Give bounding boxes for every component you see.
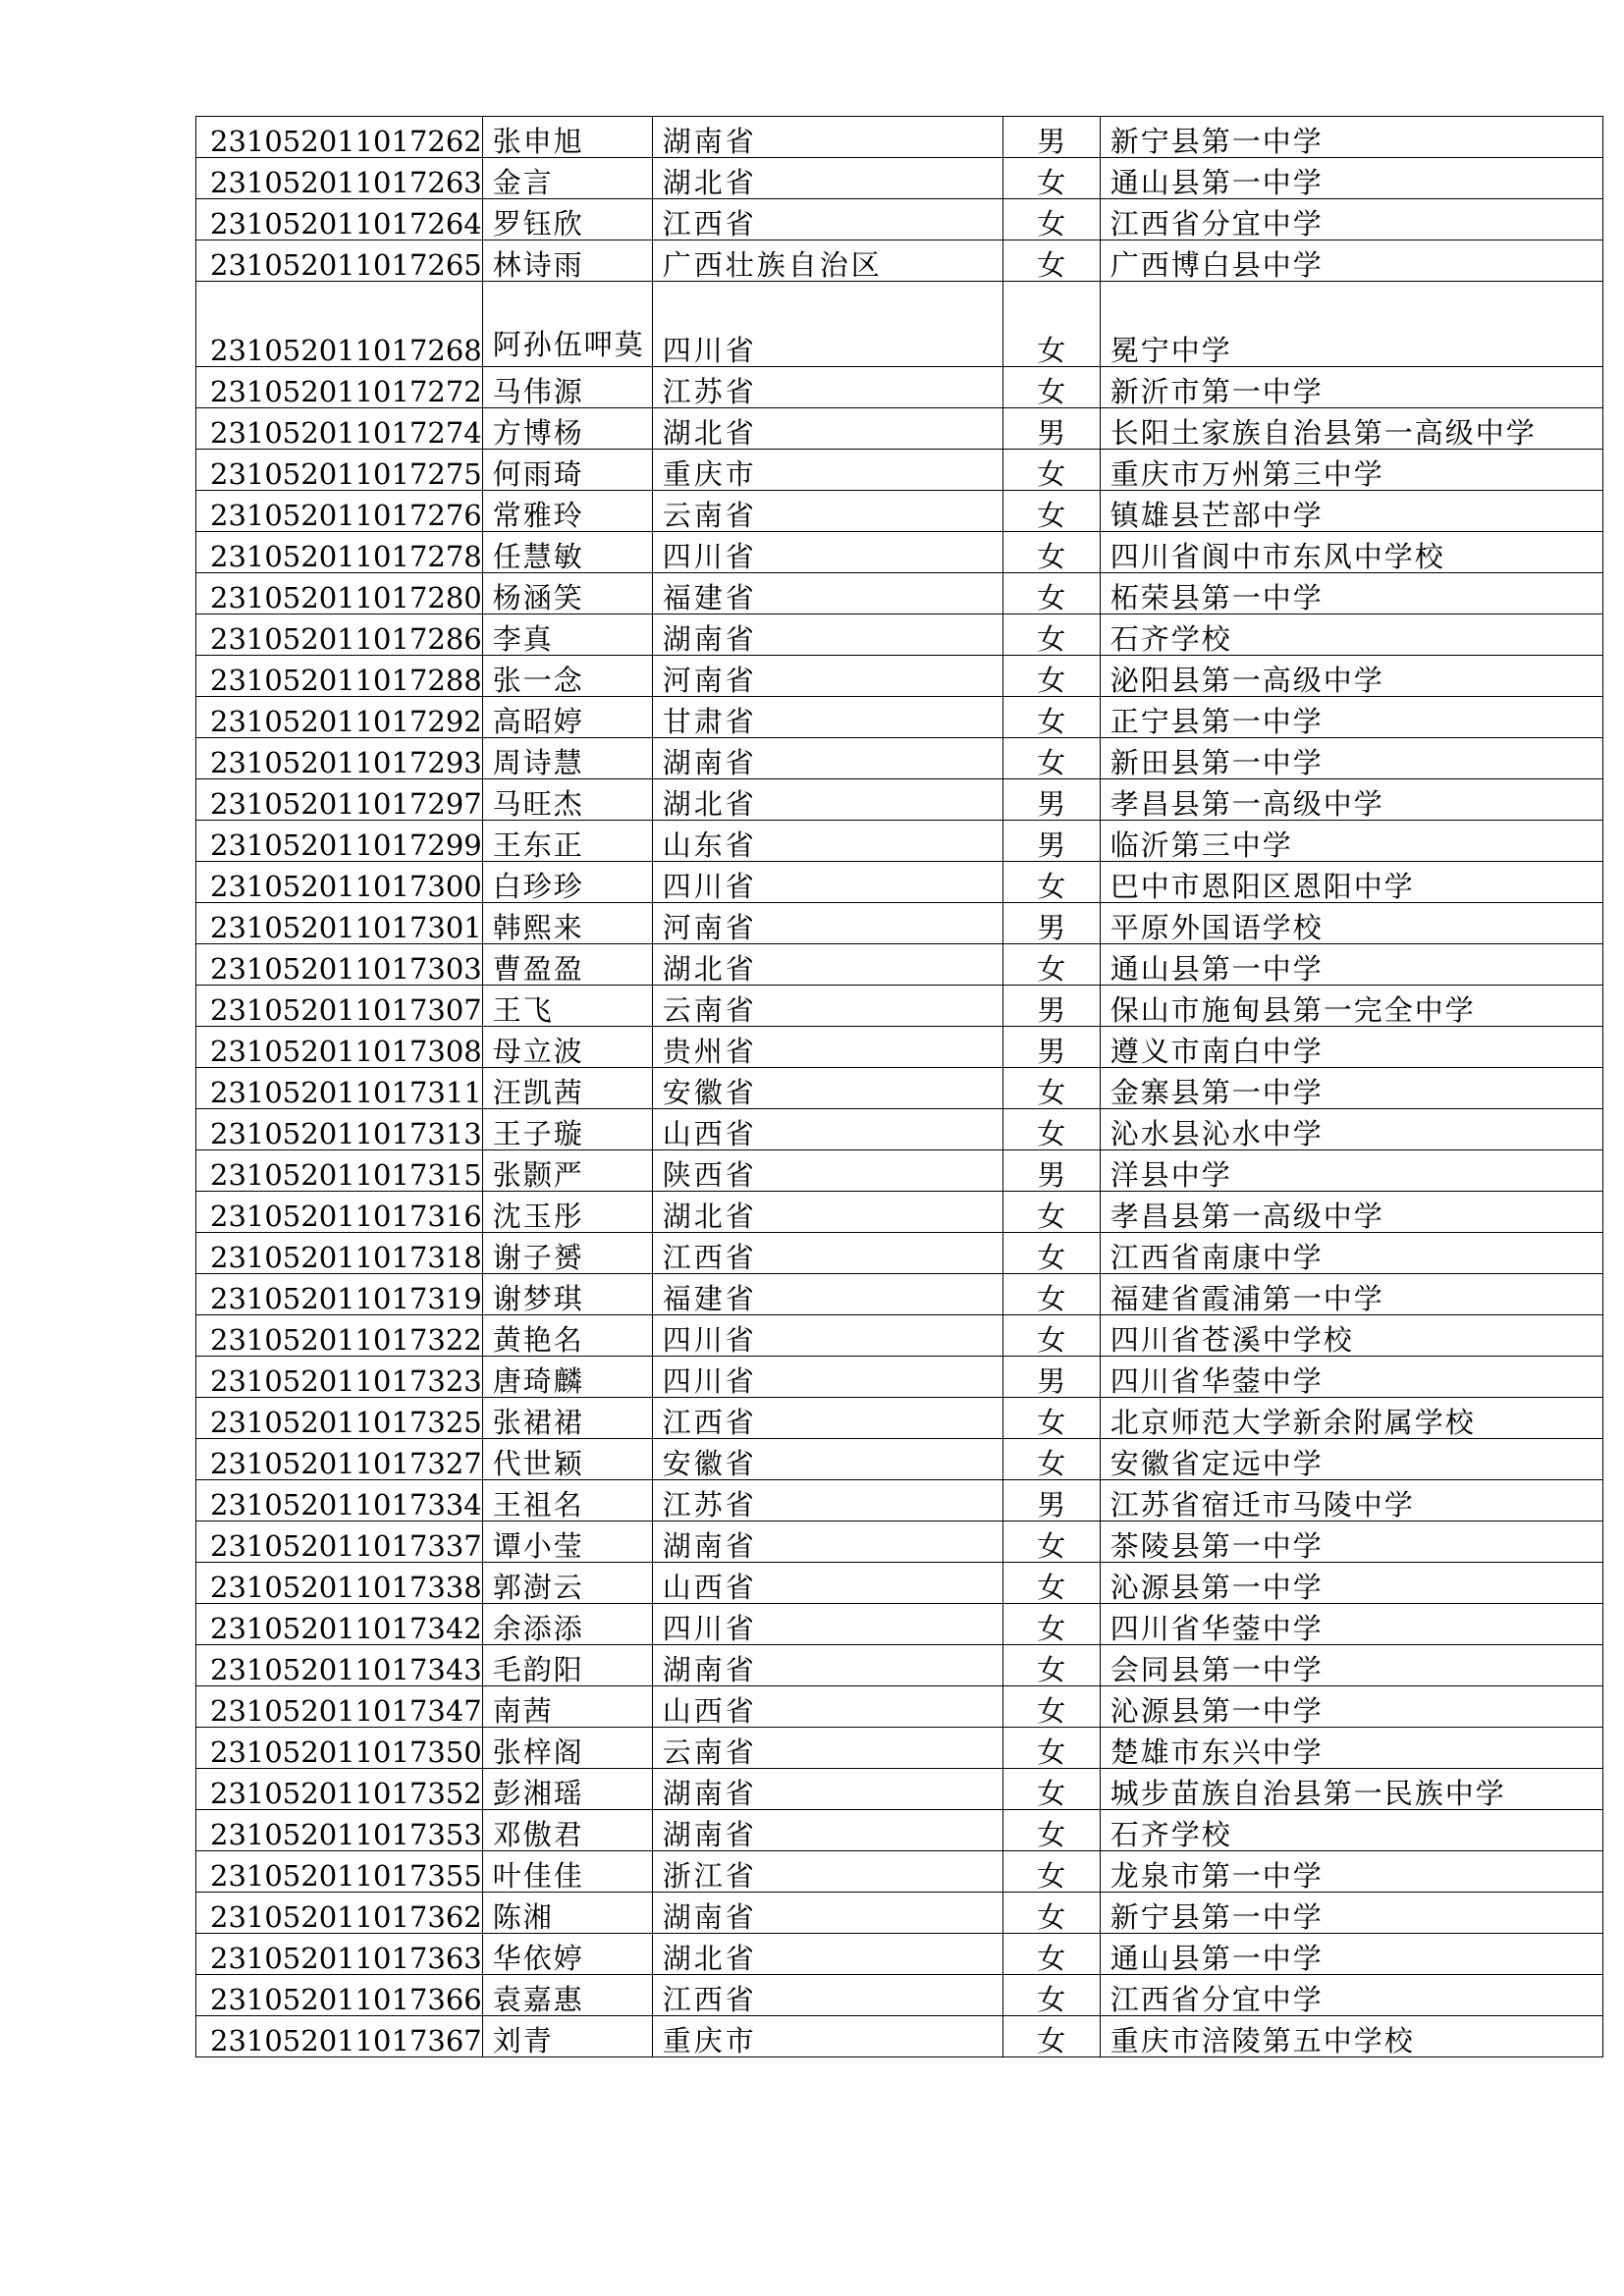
cell-school: 平原外国语学校 (1100, 903, 1602, 944)
cell-student-name: 华依婷 (482, 1934, 652, 1975)
cell-school: 巴中市恩阳区恩阳中学 (1100, 862, 1602, 903)
cell-school: 沁水县沁水中学 (1100, 1109, 1602, 1150)
cell-school: 新田县第一中学 (1100, 738, 1602, 779)
cell-school: 孝昌县第一高级中学 (1100, 1192, 1602, 1233)
cell-province: 山西省 (652, 1109, 1002, 1150)
cell-province: 湖南省 (652, 738, 1002, 779)
cell-student-id: 231052011017316 (196, 1192, 483, 1233)
cell-student-name: 代世颖 (482, 1439, 652, 1480)
cell-student-name: 罗钰欣 (482, 199, 652, 240)
cell-student-name: 谢梦琪 (482, 1274, 652, 1315)
cell-gender: 女 (1002, 614, 1100, 656)
cell-province: 江苏省 (652, 367, 1002, 408)
cell-gender: 男 (1002, 1027, 1100, 1068)
cell-school: 临沂第三中学 (1100, 821, 1602, 862)
table-row (196, 656, 1603, 697)
cell-school: 石齐学校 (1100, 614, 1602, 656)
cell-school: 洋县中学 (1100, 1150, 1602, 1192)
cell-school: 通山县第一中学 (1100, 1934, 1602, 1975)
table-row (196, 573, 1603, 614)
cell-student-id: 231052011017334 (196, 1480, 483, 1522)
cell-student-id: 231052011017275 (196, 450, 483, 491)
cell-gender: 女 (1002, 240, 1100, 282)
cell-province: 重庆市 (652, 450, 1002, 491)
cell-student-name: 邓傲君 (482, 1810, 652, 1851)
cell-school: 通山县第一中学 (1100, 944, 1602, 986)
cell-school: 江西省分宜中学 (1100, 1975, 1602, 2016)
cell-province: 江西省 (652, 1398, 1002, 1439)
cell-province: 云南省 (652, 986, 1002, 1027)
cell-school: 沁源县第一中学 (1100, 1686, 1602, 1728)
cell-student-id: 231052011017263 (196, 158, 483, 199)
cell-gender: 女 (1002, 491, 1100, 532)
cell-gender: 女 (1002, 738, 1100, 779)
table-row (196, 1934, 1603, 1975)
cell-school: 通山县第一中学 (1100, 158, 1602, 199)
cell-gender: 女 (1002, 1769, 1100, 1810)
cell-province: 安徽省 (652, 1068, 1002, 1109)
cell-province: 湖南省 (652, 117, 1002, 158)
cell-student-name: 常雅玲 (482, 491, 652, 532)
table-row (196, 282, 1603, 367)
cell-gender: 女 (1002, 1522, 1100, 1563)
student-list-table (195, 116, 1603, 2057)
cell-province: 福建省 (652, 573, 1002, 614)
table-row (196, 1851, 1603, 1893)
cell-province: 甘肃省 (652, 697, 1002, 738)
cell-gender: 女 (1002, 158, 1100, 199)
cell-student-id: 231052011017307 (196, 986, 483, 1027)
table-row (196, 1645, 1603, 1686)
cell-student-name: 王东正 (482, 821, 652, 862)
cell-gender: 女 (1002, 1728, 1100, 1769)
cell-school: 重庆市涪陵第五中学校 (1100, 2016, 1602, 2057)
cell-gender: 男 (1002, 903, 1100, 944)
cell-province: 云南省 (652, 1728, 1002, 1769)
cell-student-name: 黄艳名 (482, 1315, 652, 1357)
cell-student-name: 毛韵阳 (482, 1645, 652, 1686)
cell-province: 山西省 (652, 1563, 1002, 1604)
cell-gender: 女 (1002, 2016, 1100, 2057)
cell-gender: 女 (1002, 1975, 1100, 2016)
cell-student-name: 陈湘 (482, 1893, 652, 1934)
cell-student-name: 南茜 (482, 1686, 652, 1728)
cell-province: 四川省 (652, 862, 1002, 903)
cell-province: 湖北省 (652, 158, 1002, 199)
cell-school: 金寨县第一中学 (1100, 1068, 1602, 1109)
cell-gender: 女 (1002, 1604, 1100, 1645)
cell-student-id: 231052011017355 (196, 1851, 483, 1893)
table-row (196, 944, 1603, 986)
cell-student-name: 马旺杰 (482, 779, 652, 821)
cell-gender: 女 (1002, 450, 1100, 491)
cell-student-name: 张申旭 (482, 117, 652, 158)
table-row (196, 1150, 1603, 1192)
table-row (196, 491, 1603, 532)
table-row (196, 1398, 1603, 1439)
cell-student-name: 阿孙伍呷莫 (482, 282, 652, 367)
cell-gender: 女 (1002, 532, 1100, 573)
cell-student-id: 231052011017325 (196, 1398, 483, 1439)
cell-student-id: 231052011017272 (196, 367, 483, 408)
table-row (196, 1068, 1603, 1109)
cell-school: 保山市施甸县第一完全中学 (1100, 986, 1602, 1027)
cell-school: 安徽省定远中学 (1100, 1439, 1602, 1480)
cell-student-id: 231052011017301 (196, 903, 483, 944)
cell-school: 四川省阆中市东风中学校 (1100, 532, 1602, 573)
cell-province: 山东省 (652, 821, 1002, 862)
cell-student-id: 231052011017343 (196, 1645, 483, 1686)
table-row (196, 1604, 1603, 1645)
table-row (196, 1769, 1603, 1810)
cell-student-id: 231052011017265 (196, 240, 483, 282)
cell-student-id: 231052011017262 (196, 117, 483, 158)
cell-student-id: 231052011017363 (196, 1934, 483, 1975)
table-row (196, 1686, 1603, 1728)
cell-school: 北京师范大学新余附属学校 (1100, 1398, 1602, 1439)
cell-gender: 女 (1002, 944, 1100, 986)
cell-school: 江西省南康中学 (1100, 1233, 1602, 1274)
table-row (196, 367, 1603, 408)
table-row (196, 2016, 1603, 2057)
table-row (196, 450, 1603, 491)
cell-student-name: 李真 (482, 614, 652, 656)
cell-gender: 女 (1002, 1233, 1100, 1274)
cell-student-id: 231052011017347 (196, 1686, 483, 1728)
cell-province: 福建省 (652, 1274, 1002, 1315)
cell-gender: 女 (1002, 1851, 1100, 1893)
cell-student-id: 231052011017366 (196, 1975, 483, 2016)
cell-student-name: 刘青 (482, 2016, 652, 2057)
cell-gender: 女 (1002, 1810, 1100, 1851)
cell-school: 福建省霞浦第一中学 (1100, 1274, 1602, 1315)
table-row (196, 821, 1603, 862)
cell-school: 长阳土家族自治县第一高级中学 (1100, 408, 1602, 450)
cell-province: 四川省 (652, 532, 1002, 573)
cell-province: 四川省 (652, 1357, 1002, 1398)
cell-student-name: 余添添 (482, 1604, 652, 1645)
cell-gender: 男 (1002, 1480, 1100, 1522)
cell-student-id: 231052011017297 (196, 779, 483, 821)
cell-student-name: 母立波 (482, 1027, 652, 1068)
cell-province: 四川省 (652, 1315, 1002, 1357)
cell-school: 镇雄县芒部中学 (1100, 491, 1602, 532)
cell-student-name: 林诗雨 (482, 240, 652, 282)
cell-student-id: 231052011017264 (196, 199, 483, 240)
table-row (196, 117, 1603, 158)
table-row (196, 1027, 1603, 1068)
cell-school: 沁源县第一中学 (1100, 1563, 1602, 1604)
table-row (196, 1274, 1603, 1315)
cell-student-id: 231052011017362 (196, 1893, 483, 1934)
cell-province: 江苏省 (652, 1480, 1002, 1522)
cell-gender: 女 (1002, 697, 1100, 738)
cell-gender: 女 (1002, 1315, 1100, 1357)
cell-school: 遵义市南白中学 (1100, 1027, 1602, 1068)
cell-student-name: 王子璇 (482, 1109, 652, 1150)
cell-province: 湖南省 (652, 1810, 1002, 1851)
cell-school: 会同县第一中学 (1100, 1645, 1602, 1686)
student-list-body (196, 117, 1603, 2057)
cell-student-name: 马伟源 (482, 367, 652, 408)
cell-province: 山西省 (652, 1686, 1002, 1728)
cell-gender: 女 (1002, 199, 1100, 240)
cell-school: 正宁县第一中学 (1100, 697, 1602, 738)
cell-gender: 女 (1002, 1439, 1100, 1480)
cell-student-id: 231052011017300 (196, 862, 483, 903)
cell-student-id: 231052011017338 (196, 1563, 483, 1604)
cell-student-id: 231052011017327 (196, 1439, 483, 1480)
cell-student-id: 231052011017278 (196, 532, 483, 573)
table-row (196, 1975, 1603, 2016)
table-row (196, 1109, 1603, 1150)
cell-school: 江苏省宿迁市马陵中学 (1100, 1480, 1602, 1522)
cell-student-name: 任慧敏 (482, 532, 652, 573)
cell-gender: 女 (1002, 1398, 1100, 1439)
cell-province: 安徽省 (652, 1439, 1002, 1480)
cell-student-name: 周诗慧 (482, 738, 652, 779)
table-row (196, 199, 1603, 240)
table-row (196, 738, 1603, 779)
cell-school: 广西博白县中学 (1100, 240, 1602, 282)
table-row (196, 1439, 1603, 1480)
cell-student-id: 231052011017342 (196, 1604, 483, 1645)
table-row (196, 903, 1603, 944)
cell-student-name: 王飞 (482, 986, 652, 1027)
table-row (196, 986, 1603, 1027)
table-row (196, 1563, 1603, 1604)
cell-school: 四川省华蓥中学 (1100, 1357, 1602, 1398)
table-row (196, 158, 1603, 199)
table-row (196, 408, 1603, 450)
cell-gender: 女 (1002, 1563, 1100, 1604)
cell-province: 江西省 (652, 199, 1002, 240)
cell-province: 湖南省 (652, 1769, 1002, 1810)
cell-gender: 女 (1002, 573, 1100, 614)
cell-school: 江西省分宜中学 (1100, 199, 1602, 240)
cell-province: 湖北省 (652, 1192, 1002, 1233)
cell-gender: 女 (1002, 1192, 1100, 1233)
table-row (196, 1480, 1603, 1522)
cell-gender: 女 (1002, 1109, 1100, 1150)
cell-student-id: 231052011017293 (196, 738, 483, 779)
cell-province: 湖南省 (652, 1522, 1002, 1563)
cell-student-name: 金言 (482, 158, 652, 199)
cell-gender: 女 (1002, 656, 1100, 697)
cell-gender: 男 (1002, 1357, 1100, 1398)
cell-student-name: 王祖名 (482, 1480, 652, 1522)
cell-gender: 女 (1002, 1934, 1100, 1975)
cell-gender: 男 (1002, 779, 1100, 821)
cell-school: 孝昌县第一高级中学 (1100, 779, 1602, 821)
cell-province: 湖北省 (652, 944, 1002, 986)
cell-province: 河南省 (652, 656, 1002, 697)
cell-student-name: 白珍珍 (482, 862, 652, 903)
cell-student-name: 韩熙来 (482, 903, 652, 944)
cell-province: 重庆市 (652, 2016, 1002, 2057)
cell-province: 河南省 (652, 903, 1002, 944)
table-row (196, 779, 1603, 821)
cell-school: 新宁县第一中学 (1100, 1893, 1602, 1934)
table-row (196, 1810, 1603, 1851)
cell-province: 江西省 (652, 1233, 1002, 1274)
cell-student-id: 231052011017288 (196, 656, 483, 697)
table-row (196, 862, 1603, 903)
cell-student-id: 231052011017276 (196, 491, 483, 532)
table-row (196, 614, 1603, 656)
table-row (196, 1893, 1603, 1934)
cell-student-id: 231052011017323 (196, 1357, 483, 1398)
cell-school: 柘荣县第一中学 (1100, 573, 1602, 614)
cell-province: 湖北省 (652, 779, 1002, 821)
cell-student-name: 张颢严 (482, 1150, 652, 1192)
table-row (196, 1315, 1603, 1357)
cell-province: 四川省 (652, 1604, 1002, 1645)
cell-student-id: 231052011017286 (196, 614, 483, 656)
cell-school: 茶陵县第一中学 (1100, 1522, 1602, 1563)
cell-student-name: 沈玉彤 (482, 1192, 652, 1233)
cell-gender: 女 (1002, 282, 1100, 367)
cell-school: 新沂市第一中学 (1100, 367, 1602, 408)
cell-gender: 男 (1002, 117, 1100, 158)
cell-gender: 男 (1002, 1150, 1100, 1192)
cell-school: 新宁县第一中学 (1100, 117, 1602, 158)
cell-school: 龙泉市第一中学 (1100, 1851, 1602, 1893)
cell-student-name: 叶佳佳 (482, 1851, 652, 1893)
cell-gender: 男 (1002, 986, 1100, 1027)
cell-student-id: 231052011017322 (196, 1315, 483, 1357)
table-row (196, 240, 1603, 282)
cell-gender: 女 (1002, 1645, 1100, 1686)
cell-student-id: 231052011017318 (196, 1233, 483, 1274)
cell-student-id: 231052011017352 (196, 1769, 483, 1810)
cell-gender: 女 (1002, 1274, 1100, 1315)
cell-province: 广西壮族自治区 (652, 240, 1002, 282)
cell-student-id: 231052011017313 (196, 1109, 483, 1150)
cell-student-name: 谭小莹 (482, 1522, 652, 1563)
cell-student-id: 231052011017299 (196, 821, 483, 862)
table-row (196, 1192, 1603, 1233)
cell-student-name: 袁嘉惠 (482, 1975, 652, 2016)
cell-student-id: 231052011017337 (196, 1522, 483, 1563)
cell-province: 四川省 (652, 282, 1002, 367)
cell-student-name: 汪凯茜 (482, 1068, 652, 1109)
cell-province: 湖北省 (652, 408, 1002, 450)
cell-student-id: 231052011017303 (196, 944, 483, 986)
cell-gender: 女 (1002, 862, 1100, 903)
cell-student-id: 231052011017274 (196, 408, 483, 450)
cell-school: 四川省苍溪中学校 (1100, 1315, 1602, 1357)
cell-school: 冕宁中学 (1100, 282, 1602, 367)
cell-student-name: 何雨琦 (482, 450, 652, 491)
cell-school: 楚雄市东兴中学 (1100, 1728, 1602, 1769)
cell-student-id: 231052011017311 (196, 1068, 483, 1109)
cell-student-id: 231052011017353 (196, 1810, 483, 1851)
table-row (196, 532, 1603, 573)
cell-student-name: 高昭婷 (482, 697, 652, 738)
cell-gender: 女 (1002, 1893, 1100, 1934)
cell-province: 陕西省 (652, 1150, 1002, 1192)
cell-gender: 女 (1002, 1686, 1100, 1728)
cell-student-name: 谢子赟 (482, 1233, 652, 1274)
cell-province: 江西省 (652, 1975, 1002, 2016)
cell-student-id: 231052011017308 (196, 1027, 483, 1068)
cell-student-id: 231052011017315 (196, 1150, 483, 1192)
cell-school: 四川省华蓥中学 (1100, 1604, 1602, 1645)
table-row (196, 1233, 1603, 1274)
cell-student-name: 唐琦麟 (482, 1357, 652, 1398)
cell-province: 湖南省 (652, 1645, 1002, 1686)
cell-gender: 男 (1002, 408, 1100, 450)
cell-gender: 女 (1002, 367, 1100, 408)
table-row (196, 1357, 1603, 1398)
cell-student-name: 张梓阁 (482, 1728, 652, 1769)
cell-student-name: 张裙裙 (482, 1398, 652, 1439)
table-row (196, 697, 1603, 738)
cell-student-id: 231052011017350 (196, 1728, 483, 1769)
cell-student-name: 彭湘瑶 (482, 1769, 652, 1810)
cell-student-id: 231052011017268 (196, 282, 483, 367)
cell-gender: 女 (1002, 1068, 1100, 1109)
cell-province: 湖南省 (652, 614, 1002, 656)
cell-student-name: 郭澍云 (482, 1563, 652, 1604)
cell-student-name: 杨涵笑 (482, 573, 652, 614)
table-row (196, 1728, 1603, 1769)
cell-student-name: 方博杨 (482, 408, 652, 450)
cell-student-id: 231052011017319 (196, 1274, 483, 1315)
cell-gender: 男 (1002, 821, 1100, 862)
cell-school: 泌阳县第一高级中学 (1100, 656, 1602, 697)
cell-student-id: 231052011017280 (196, 573, 483, 614)
cell-student-id: 231052011017292 (196, 697, 483, 738)
cell-school: 石齐学校 (1100, 1810, 1602, 1851)
cell-province: 云南省 (652, 491, 1002, 532)
cell-province: 贵州省 (652, 1027, 1002, 1068)
cell-school: 城步苗族自治县第一民族中学 (1100, 1769, 1602, 1810)
cell-province: 湖北省 (652, 1934, 1002, 1975)
cell-student-name: 张一念 (482, 656, 652, 697)
cell-school: 重庆市万州第三中学 (1100, 450, 1602, 491)
cell-student-id: 231052011017367 (196, 2016, 483, 2057)
table-row (196, 1522, 1603, 1563)
cell-province: 湖南省 (652, 1893, 1002, 1934)
cell-student-name: 曹盈盈 (482, 944, 652, 986)
cell-province: 浙江省 (652, 1851, 1002, 1893)
